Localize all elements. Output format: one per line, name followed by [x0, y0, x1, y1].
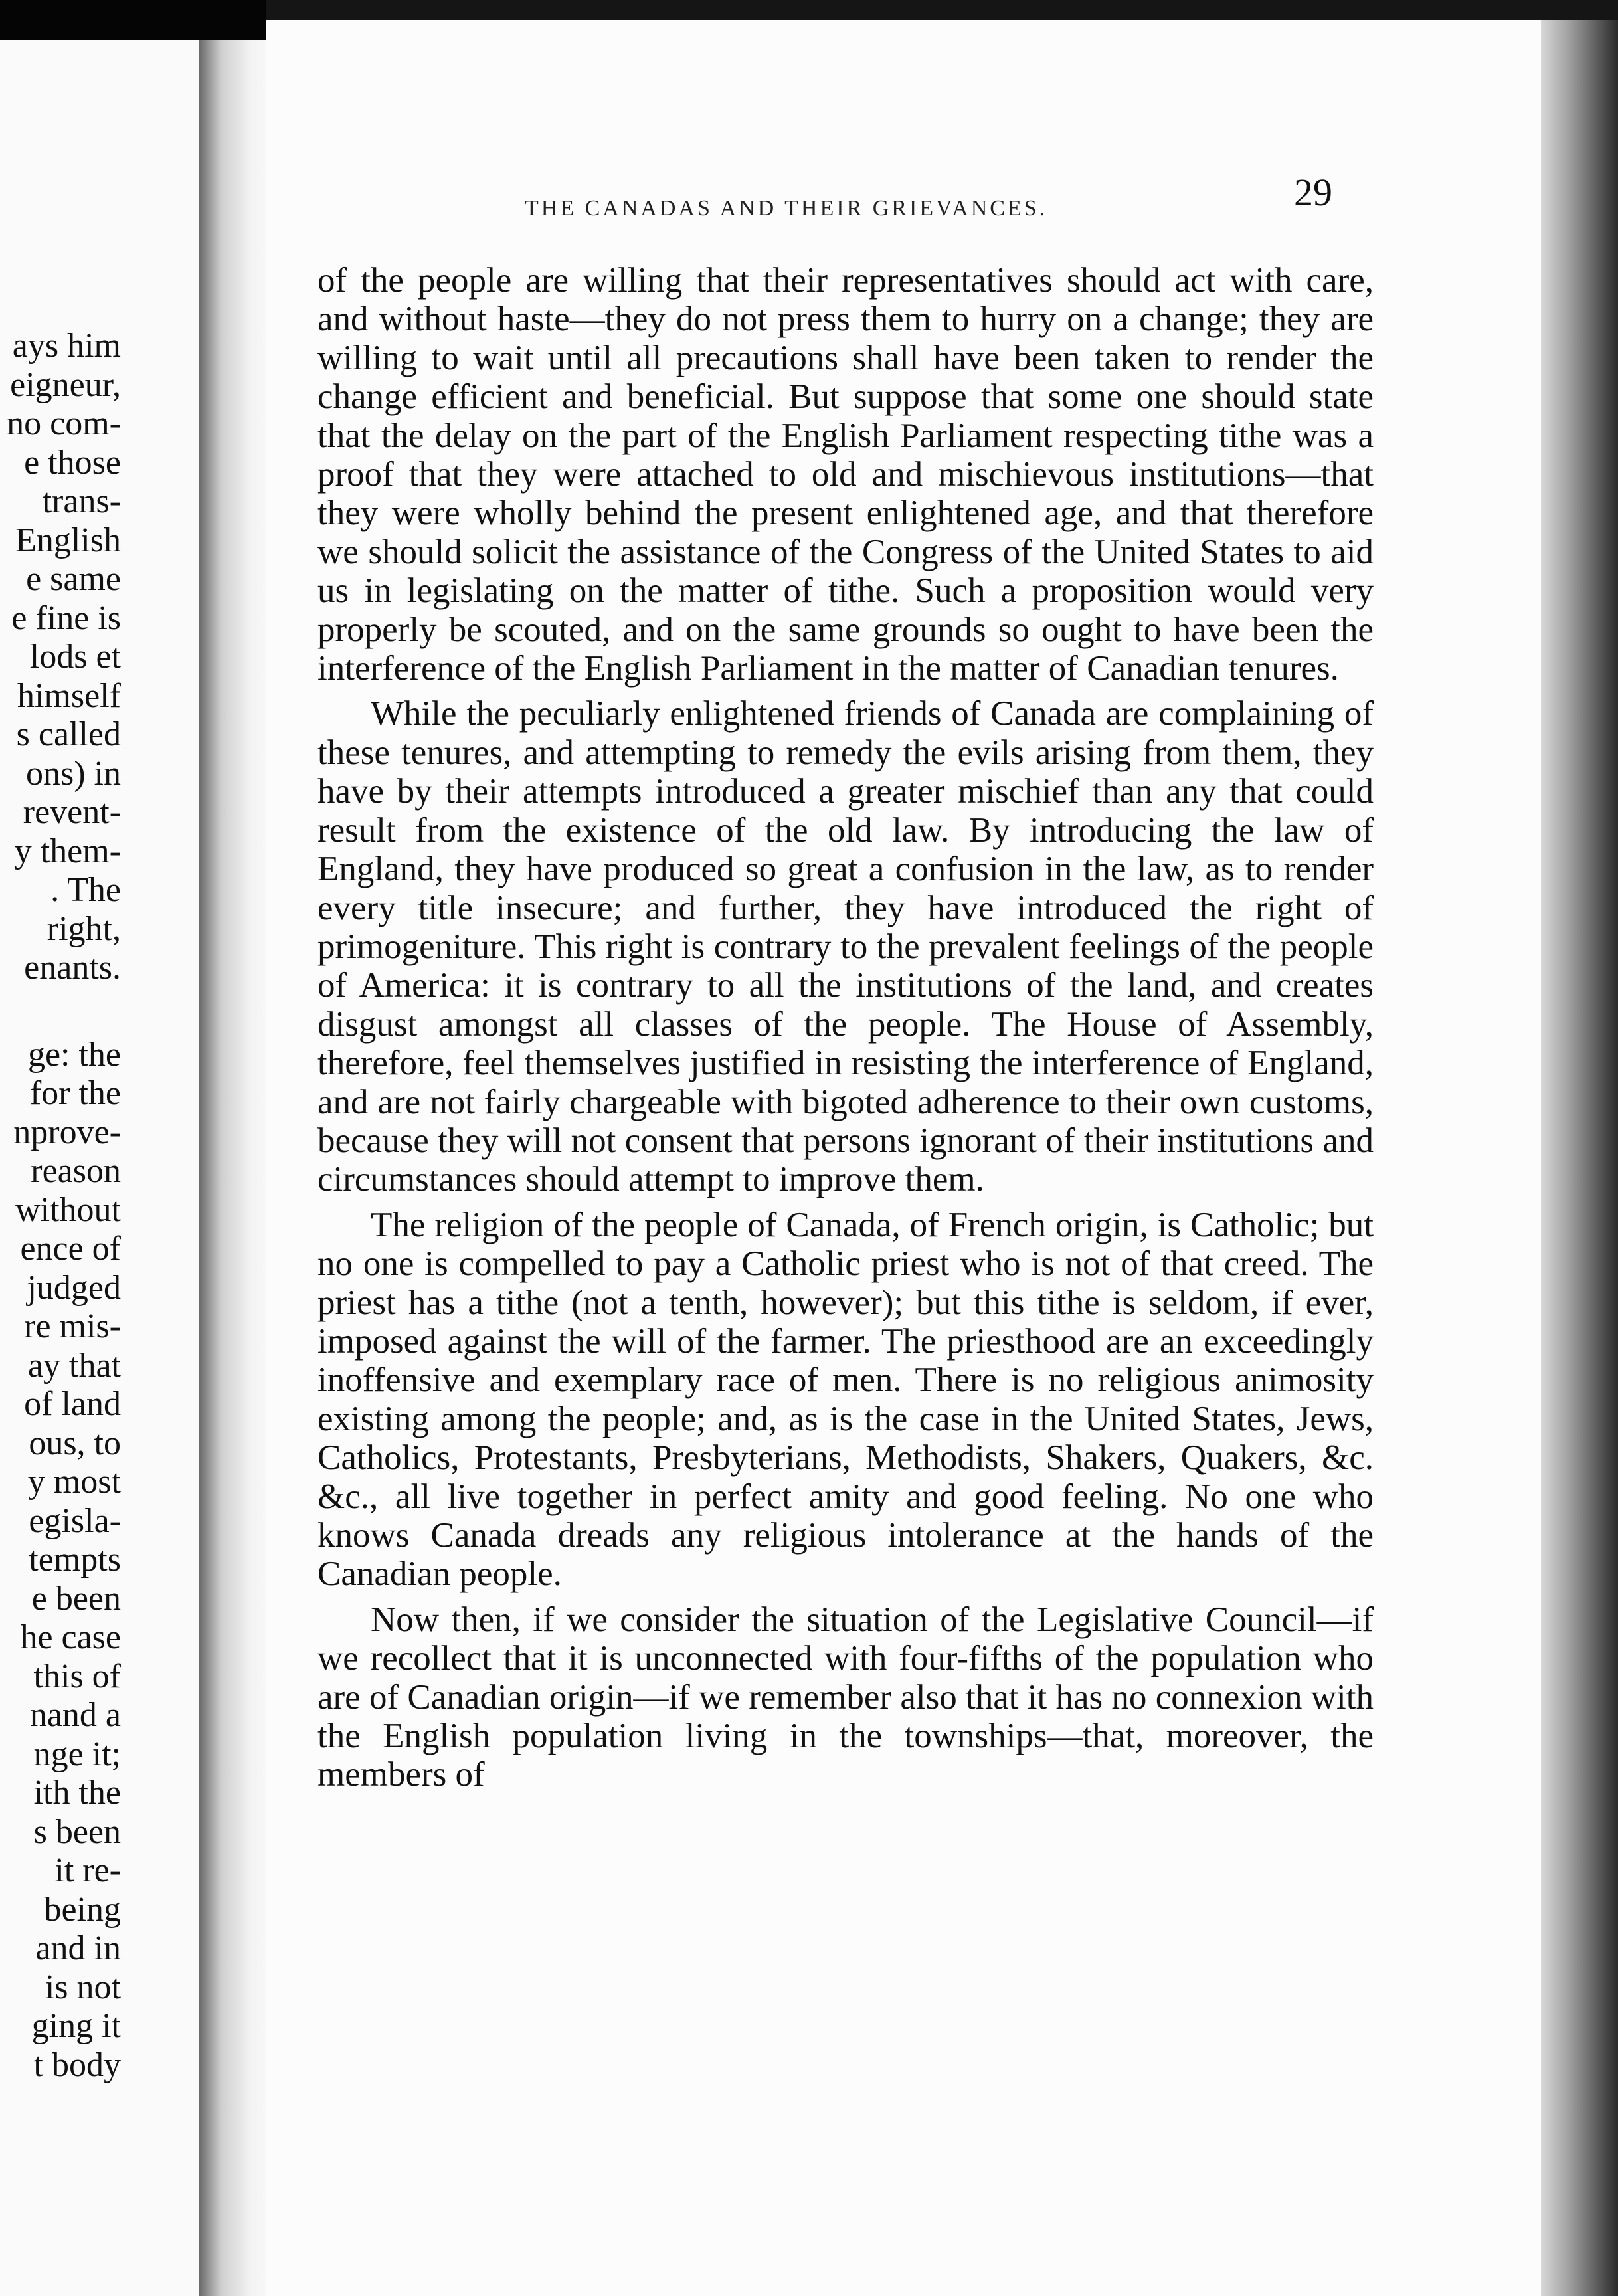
left-page-line: e same [26, 560, 121, 598]
left-page-line: no com- [7, 405, 121, 442]
left-page-line: is not [45, 1968, 121, 2006]
left-page-line: he case [20, 1618, 121, 1656]
left-page-line: ons) in [26, 754, 121, 793]
paragraph-1: of the people are willing that their representatives should act with care, and without haste—they do not press them to hurry on a change; they are willing to wait until all precautions shall have been taken to render the change efficient and beneficial. But suppose that some one should state that the delay on the part of the English Parliament respecting tithe was a proof that they were attached to old and mischievous institutions—that they were wholly behind the present enlightened age, and that therefore we should solicit the assistance of the Congress of the United States to aid us in legislating on the matter of tithe. Such a proposition would very properly be scouted, and on the same grounds so ought to have been the interference of the English Parliament in the matter of Canadian tenures. [317, 261, 1374, 688]
left-page-line: himself [17, 676, 121, 715]
left-page-line: trans- [42, 482, 121, 520]
left-page-line: y most [27, 1463, 121, 1501]
paragraph-4: Now then, if we consider the situation of the Legislative Council—if we recollect that it is unconnected with four-fifths of the population who are of Canadian origin—if we remember also that it has no connexion with the English population living in the townships—that, moreover, the members of [317, 1600, 1374, 1794]
left-page-line: nand a [29, 1696, 121, 1734]
left-page-line: ge: the [27, 1035, 121, 1074]
left-page-line: and in [35, 1929, 121, 1967]
left-page-line: re mis- [24, 1307, 121, 1345]
paragraph-2: While the peculiarly enlightened friends of Canada are complaining of these tenures, and attempting to remedy the evils arising from them, they have by their attempts introduced a greater mischief than any that could result from the existence of the old law. By introducing the law of England, they have produced so great a confusion in the law, as to render every title insecure; and further, they have introduced the right of primogeniture. This right is contrary to the prevalent feelings of the people of America: it is contrary to all the institutions of the land, and creates disgust amongst all classes of the people. The House of Assembly, therefore, feel themselves justified in resisting the interference of England, and are not fairly chargeable with bigoted adherence to their own customs, because they will not consent that persons ignorant of their institutions and circumstances should attempt to improve them. [317, 694, 1374, 1199]
page-number: 29 [1294, 171, 1332, 214]
left-page-line: judged [27, 1268, 121, 1307]
left-page-line: s been [33, 1812, 121, 1851]
left-page-line: without [15, 1191, 121, 1229]
left-page-line: ay that [27, 1346, 121, 1385]
left-page-line: ays him [12, 327, 121, 365]
left-page-line: tempts [29, 1541, 121, 1578]
left-page-line [0, 988, 199, 1036]
page-body [317, 261, 1374, 1801]
left-page-line: egisla- [29, 1501, 121, 1540]
running-head: THE CANADAS AND THEIR GRIEVANCES. [525, 196, 1048, 221]
left-page-line: nprove- [13, 1113, 121, 1151]
left-page-fragment [0, 40, 199, 2296]
left-page-line: ging it [31, 2007, 121, 2045]
left-page-line: lods et [29, 638, 121, 676]
left-page-line: reason [31, 1152, 121, 1190]
left-page-line: eigneur, [10, 365, 121, 404]
book-gutter [199, 40, 272, 2296]
left-page-line: it re- [54, 1852, 121, 1889]
left-page-line: English [15, 521, 121, 559]
right-page-edge [1541, 20, 1618, 2296]
left-page-line: of land [24, 1385, 121, 1423]
left-page-line: t body [33, 2046, 121, 2084]
left-page-line: e fine is [11, 599, 121, 637]
left-page-line: right, [46, 909, 121, 948]
left-page-line: e been [31, 1579, 121, 1618]
left-page-line: for the [29, 1074, 121, 1112]
left-page-line: y them- [14, 832, 121, 870]
left-page-text [0, 327, 199, 2085]
left-page-line: s called [16, 716, 121, 753]
left-page-line: revent- [23, 793, 121, 831]
left-page-line: e those [24, 443, 121, 482]
left-page-line: nge it; [33, 1735, 121, 1773]
left-page-line: ous, to [29, 1424, 121, 1462]
left-page-line: ence of [20, 1230, 121, 1268]
left-page-line: being [44, 1890, 121, 1929]
left-page-line: enants. [24, 949, 121, 987]
left-page-line: this of [33, 1657, 121, 1695]
paragraph-3: The religion of the people of Canada, of French origin, is Catholic; but no one is compelled to pay a Catholic priest who is not of that creed. The priest has a tithe (not a tenth, however); but this tithe is seldom, if ever, imposed against the will of the farmer. The priesthood are an exceedingly inoffensive and exemplary race of men. There is no religious animosity existing among the people; and, as is the case in the United States, Jews, Catholics, Protestants, Presbyterians, Methodists, Shakers, Quakers, &c. &c., all live together in perfect amity and good feeling. No one who knows Canada dreads any religious intolerance at the hands of the Canadian people. [317, 1205, 1374, 1594]
left-page-line: ith the [33, 1774, 121, 1812]
left-page-line: . The [50, 871, 121, 909]
